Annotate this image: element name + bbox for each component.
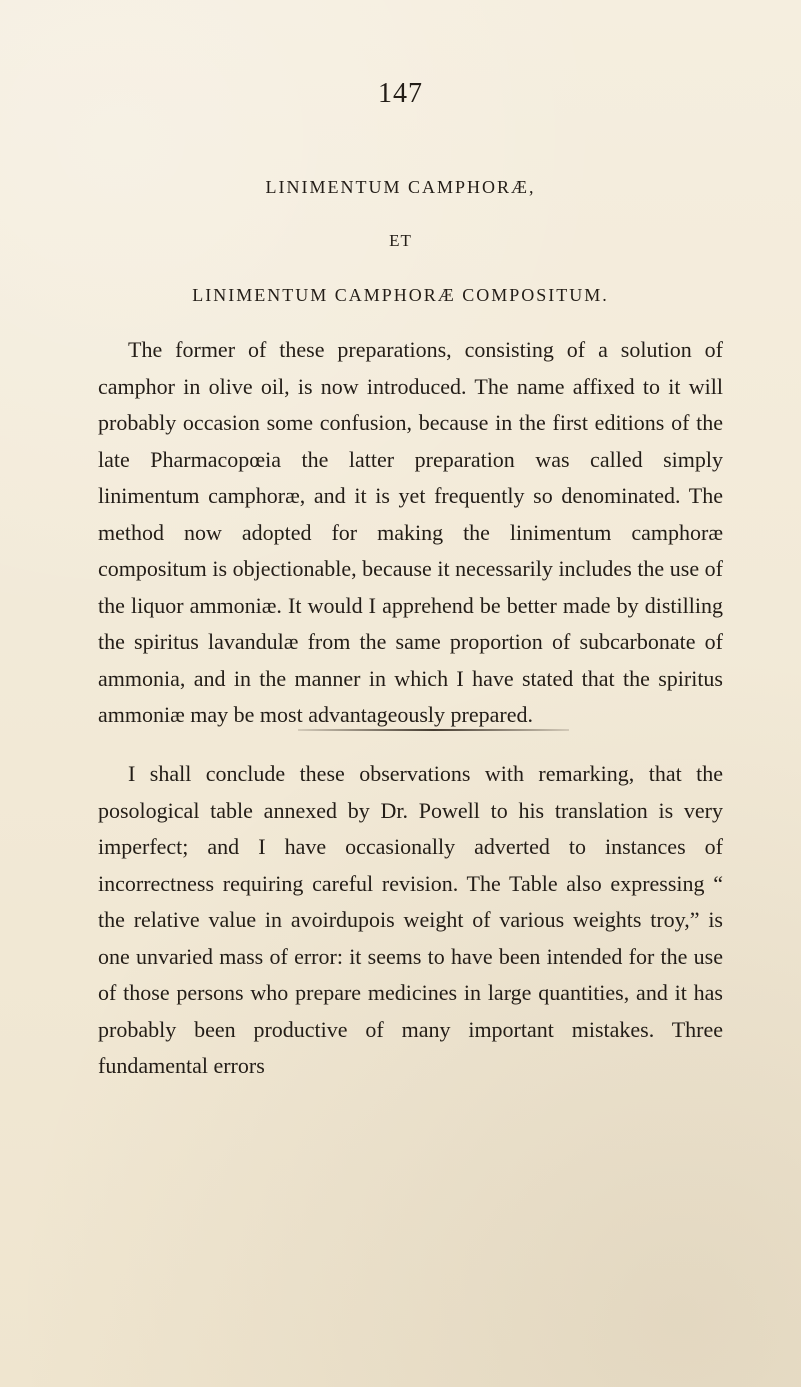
heading-line-1: LINIMENTUM CAMPHORÆ, xyxy=(265,177,536,197)
page-number: 147 xyxy=(378,78,423,109)
paragraph-2: I shall conclude these observations with remarking, that the posological table annexed by Dr. Powell to his translation is very imperfect; and I have occasionally adverted to instances of incorrectness requiring careful revision. The Table also expressing “ the relative value in avoirdupois weight of various weights troy,” is one unvaried mass of error: it seems to have been intended for the use of those persons who prepare medicines in large quantities, and it has probably been productive of many important mistakes. Three fundamental errors xyxy=(98,761,723,1078)
heading-line-2: ET xyxy=(389,231,412,250)
section-divider xyxy=(298,729,569,731)
heading-line-3: LINIMENTUM CAMPHORÆ COMPOSITUM. xyxy=(192,285,609,305)
paragraph-1: The former of these preparations, consisting of a solution of camphor in olive oil, is now introduced. The name affixed to it will probably occasion some confusion, because in the first editions of the late Pharmacopœia the latter preparation was called simply linimentum camphoræ, and it is yet frequently so denominated. The method now adopted for making the linimentum camphoræ compositum is objectionable, because it necessarily includes the use of the liquor ammoniæ. It would I apprehend be better made by distilling the spiritus lavandulæ from the same proportion of subcarbonate of ammonia, and in the manner in which I have stated that the spiritus ammoniæ may be most advantageously prepared. xyxy=(98,337,723,727)
